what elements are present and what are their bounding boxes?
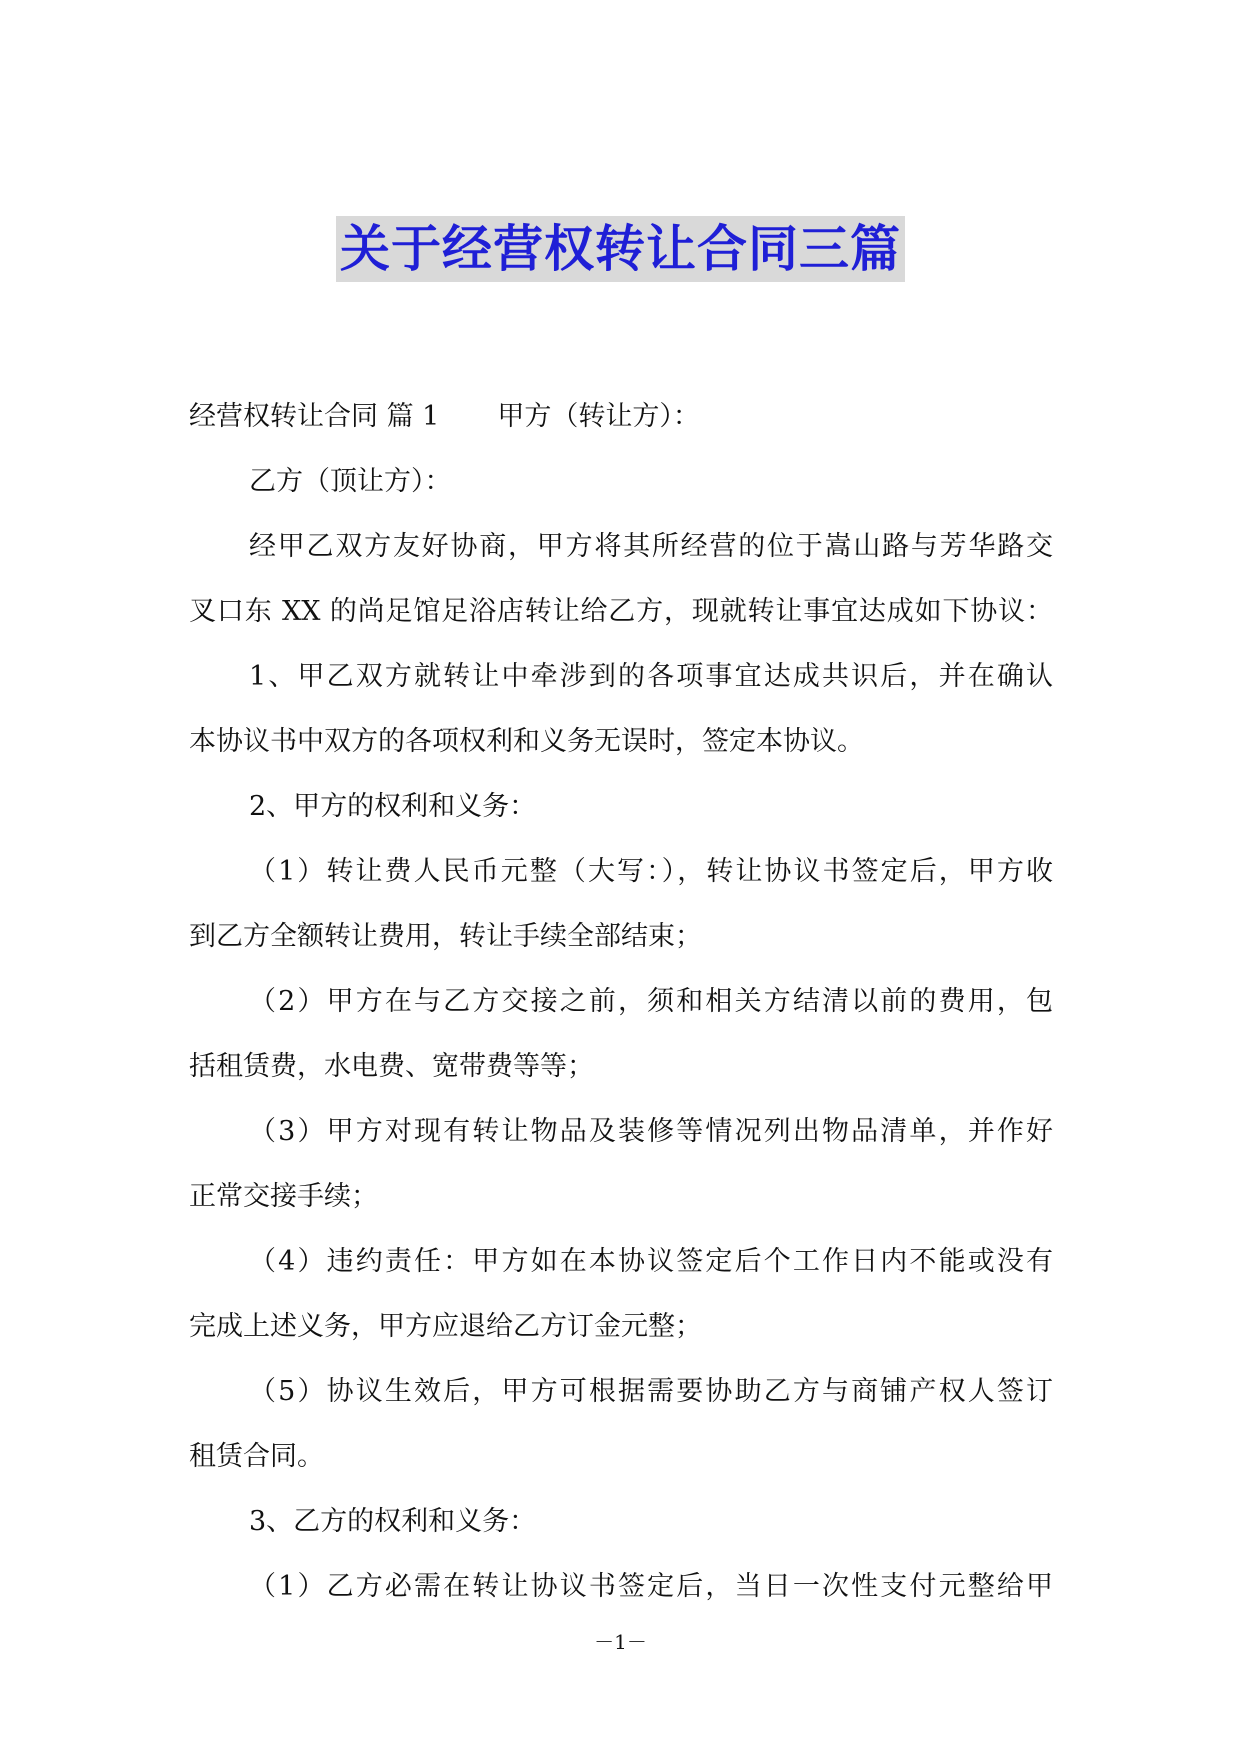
paragraph-line: 括租赁费，水电费、宽带费等等； [189, 1051, 594, 1082]
paragraph-line: 租赁合同。 [189, 1441, 324, 1472]
title-container [0, 216, 1241, 282]
contract-heading: 经营权转让合同 篇 1 [189, 401, 440, 432]
paragraph-line: 经甲乙双方友好协商，甲方将其所经营的位于嵩山路与芳华路交 [249, 531, 1053, 562]
paragraph-line: （1）乙方必需在转让协议书签定后，当日一次性支付元整给甲 [249, 1571, 1053, 1602]
paragraph-line: （4）违约责任：甲方如在本协议签定后个工作日内不能或没有 [249, 1246, 1053, 1277]
page-number: －1－ [594, 1630, 647, 1654]
paragraph-line: 1、甲乙双方就转让中牵涉到的各项事宜达成共识后，并在确认 [249, 661, 1053, 692]
paragraph-line: 本协议书中双方的各项权利和义务无误时，签定本协议。 [189, 726, 864, 757]
party-b-label: 乙方（顶让方）： [249, 466, 452, 497]
paragraph-line: 到乙方全额转让费用，转让手续全部结束； [189, 921, 702, 952]
party-a-label: 甲方（转让方）： [497, 401, 700, 432]
paragraph-line: （3）甲方对现有转让物品及装修等情况列出物品清单，并作好 [249, 1116, 1053, 1147]
paragraph-line [189, 384, 1053, 449]
paragraph-line: 正常交接手续； [189, 1181, 378, 1212]
paragraph-line: 完成上述义务，甲方应退给乙方订金元整； [189, 1311, 702, 1342]
document-body [189, 384, 1053, 1619]
paragraph-line: 叉口东 XX 的尚足馆足浴店转让给乙方，现就转让事宜达成如下协议： [189, 596, 1053, 627]
section-heading: 3、乙方的权利和义务： [249, 1506, 537, 1537]
paragraph-line: （2）甲方在与乙方交接之前，须和相关方结清以前的费用，包 [249, 986, 1053, 1017]
document-title: 关于经营权转让合同三篇 [336, 216, 905, 282]
section-heading: 2、甲方的权利和义务： [249, 791, 537, 822]
paragraph-line: （5）协议生效后，甲方可根据需要协助乙方与商铺产权人签订 [249, 1376, 1053, 1407]
paragraph-line: （1）转让费人民币元整（大写：），转让协议书签定后，甲方收 [249, 856, 1053, 887]
